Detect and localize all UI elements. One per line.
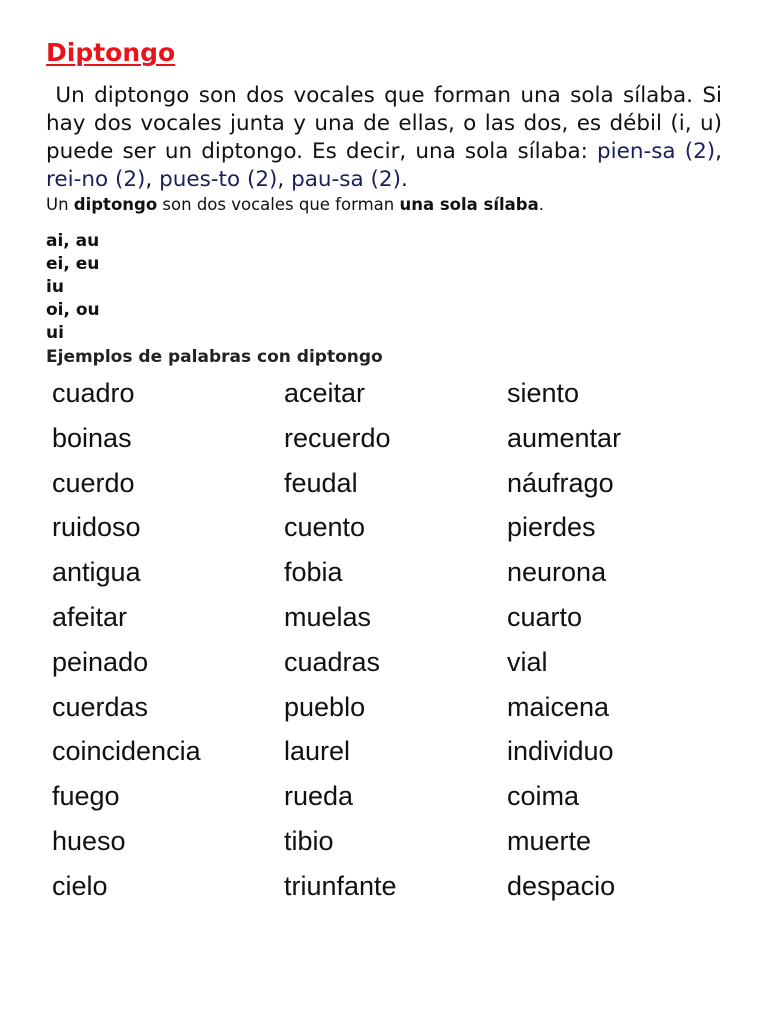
document-page xyxy=(46,36,722,911)
example-word: neurona xyxy=(507,557,607,588)
example-word: coima xyxy=(507,781,580,812)
intro-paragraph xyxy=(46,82,722,194)
example-word: aumentar xyxy=(507,422,622,453)
vowel-pair: oi, ou xyxy=(46,300,100,320)
example-word: cuerdas xyxy=(52,691,149,722)
example-word: pueblo xyxy=(284,691,366,722)
example-word: individuo xyxy=(507,736,614,767)
example-word: recuerdo xyxy=(284,422,391,453)
definition-emphasis: una sola sílaba xyxy=(399,195,539,214)
example-word: maicena xyxy=(507,691,610,722)
example-word: fobia xyxy=(284,557,343,588)
example-separator: , xyxy=(277,167,292,192)
vowel-pair: ui xyxy=(46,323,64,343)
example-word: muerte xyxy=(507,825,592,856)
example-word: coincidencia xyxy=(52,736,201,767)
definition-text: son dos vocales que forman xyxy=(157,195,400,214)
example-separator: , xyxy=(145,167,160,192)
vowel-pair: ei, eu xyxy=(46,254,100,274)
definition-paragraph xyxy=(46,194,722,216)
example-word: ruidoso xyxy=(52,512,141,543)
example-word: despacio xyxy=(507,870,616,901)
example-word: laurel xyxy=(284,736,351,767)
example-word: siento xyxy=(507,378,580,408)
example-word: cuadro xyxy=(52,378,135,408)
definition-text: . xyxy=(538,195,544,214)
example-word: tibio xyxy=(284,825,334,856)
definition-text: Un xyxy=(46,195,74,214)
word-grid xyxy=(52,373,722,911)
example-syllable: pien-sa (2) xyxy=(596,139,716,164)
example-word: peinado xyxy=(52,646,149,677)
example-word: náufrago xyxy=(507,467,614,498)
example-separator: , xyxy=(715,139,722,164)
page-title: Diptongo xyxy=(46,38,176,67)
example-word: fuego xyxy=(52,781,120,812)
example-word: muelas xyxy=(284,601,372,632)
example-syllable: pues-to (2) xyxy=(159,167,278,192)
example-word: cielo xyxy=(52,870,108,901)
example-word: hueso xyxy=(52,825,126,856)
example-word: rueda xyxy=(284,781,354,812)
example-word: boinas xyxy=(52,422,132,453)
example-word: cuadras xyxy=(284,646,381,677)
example-word: afeitar xyxy=(52,601,128,632)
vowel-pair: ai, au xyxy=(46,231,100,251)
example-word: pierdes xyxy=(507,512,596,543)
vowel-pairs-list xyxy=(46,230,722,345)
definition-term: diptongo xyxy=(73,195,158,214)
example-word: cuento xyxy=(284,512,366,543)
example-separator: . xyxy=(400,167,408,192)
example-word: feudal xyxy=(284,467,358,498)
example-syllable: rei-no (2) xyxy=(46,167,146,192)
example-word: antigua xyxy=(52,557,141,588)
example-word: triunfante xyxy=(284,870,397,901)
example-word: aceitar xyxy=(284,378,366,408)
examples-heading: Ejemplos de palabras con diptongo xyxy=(46,347,383,367)
example-word: cuerdo xyxy=(52,467,135,498)
intro-text: Un diptongo son dos vocales que forman una sola sílaba. Si hay dos vocales junta y una de ellas, o las dos, es débil (i, u) puede ser un diptongo. Es decir, una sola sílaba: xyxy=(46,83,722,164)
example-word: vial xyxy=(507,646,548,677)
example-syllable: pau-sa (2) xyxy=(291,167,401,192)
example-word: cuarto xyxy=(507,601,583,632)
vowel-pair: iu xyxy=(46,277,64,297)
